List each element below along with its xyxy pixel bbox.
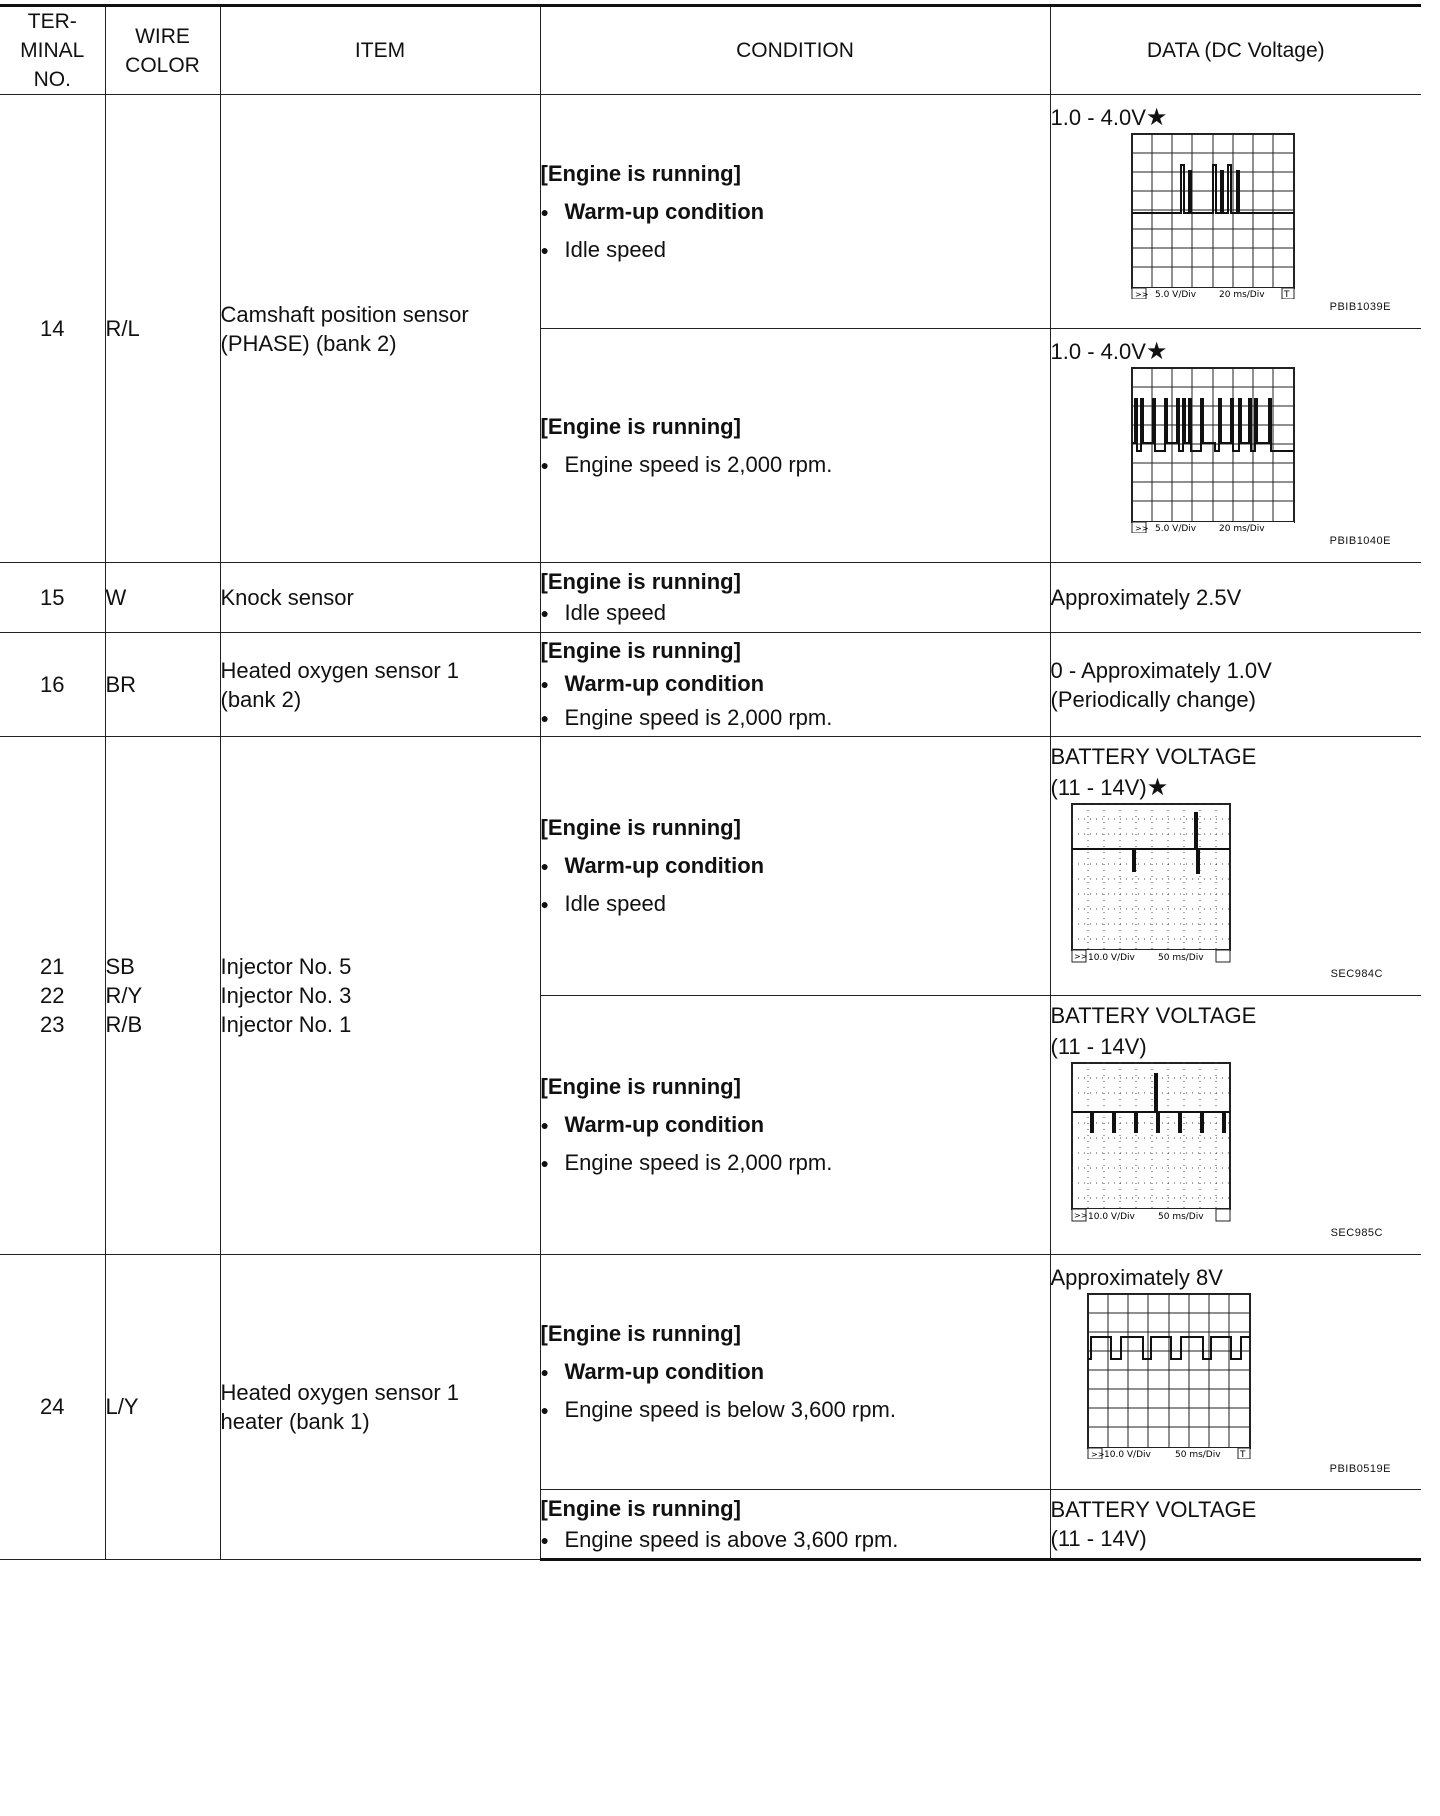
header-wire-line-1: WIRE (135, 24, 190, 48)
header-row (0, 6, 1421, 95)
condition-bullet: ● Warm-up condition (541, 667, 1050, 701)
header-terminal-line-3: NO. (33, 68, 71, 91)
condition-bullet: ● Engine speed is below 3,600 rpm. (541, 1391, 1050, 1429)
condition-heading: [Engine is running] (540, 1321, 741, 1346)
data-line: (Periodically change) (1050, 686, 1256, 712)
header-condition: CONDITION (540, 6, 1050, 95)
svg-text:>>: >> (1090, 1450, 1104, 1459)
scale-volts: 10.0 V/Div (1087, 953, 1135, 963)
item-line: heater (bank 1) (220, 1409, 370, 1434)
item-line: (bank 2) (220, 686, 302, 712)
item-cell (220, 737, 540, 1255)
trigger-mark: T (1239, 1450, 1245, 1459)
wire-line: R/B (105, 1012, 143, 1037)
data-cell (1050, 95, 1421, 329)
scale-volts: 5.0 V/Div (1154, 524, 1196, 533)
terminal-no (0, 737, 105, 1255)
condition-bullet: ● Engine speed is 2,000 rpm. (541, 1144, 1050, 1182)
figure-ref: SEC985C (1330, 1227, 1383, 1239)
oscilloscope-waveform (1131, 367, 1301, 533)
item-cell (220, 633, 540, 737)
data-cell (1050, 996, 1421, 1255)
condition-bullet: ● Warm-up condition (541, 193, 1050, 231)
item-line: Heated oxygen sensor 1 (220, 1380, 459, 1405)
wire-color: L/Y (105, 1255, 220, 1560)
wire-color: W (105, 563, 220, 633)
terminal-no: 15 (0, 563, 105, 633)
condition-bullet: ● Engine speed is 2,000 rpm. (541, 446, 1050, 484)
item-line: Injector No. 3 (220, 983, 352, 1008)
condition-cell (540, 737, 1050, 996)
condition-bullet: ● Engine speed is above 3,600 rpm. (541, 1524, 1050, 1556)
condition-cell (540, 1255, 1050, 1490)
data-label: BATTERY VOLTAGE (1050, 744, 1257, 769)
table-row-16 (0, 633, 1421, 737)
condition-heading: [Engine is running] (540, 413, 741, 439)
wire-line: SB (105, 954, 135, 979)
star-icon: ★ (1145, 338, 1168, 365)
voltage-range: (11 - 14V) (1050, 1034, 1147, 1059)
scale-time: 50 ms/Div (1157, 953, 1204, 963)
terminal-line: 21 (40, 954, 65, 979)
header-terminal-line-2: MINAL (20, 39, 85, 62)
oscilloscope-waveform (1071, 803, 1233, 963)
item-cell (220, 1255, 540, 1560)
data-label: BATTERY VOLTAGE (1050, 1003, 1257, 1028)
oscilloscope-waveform (1131, 133, 1301, 299)
scale-time: 50 ms/Div (1157, 1212, 1204, 1222)
header-terminal-line-1: TER- (27, 10, 77, 33)
header-wire-color (105, 6, 220, 95)
figure-ref: PBIB1040E (1329, 535, 1391, 547)
wire-color: R/L (105, 95, 220, 563)
wire-line: R/Y (105, 983, 143, 1008)
wire-color (105, 737, 220, 1255)
condition-cell (540, 996, 1050, 1255)
svg-text:>>: >> (1073, 1211, 1087, 1220)
condition-heading: [Engine is running] (540, 1074, 741, 1099)
condition-cell (540, 1490, 1050, 1560)
header-data: DATA (DC Voltage) (1050, 6, 1421, 95)
condition-bullet: ● Engine speed is 2,000 rpm. (541, 701, 1050, 735)
terminal-no: 14 (0, 95, 105, 563)
svg-text:>>: >> (1134, 290, 1148, 299)
terminal-no: 24 (0, 1255, 105, 1560)
condition-bullet: ● Idle speed (541, 597, 1050, 629)
voltage-range: (11 - 14V)★ (1050, 774, 1169, 801)
condition-cell (540, 563, 1050, 633)
terminal-no: 16 (0, 633, 105, 737)
voltage-value: Approximately 8V (1050, 1265, 1223, 1290)
scale-time: 20 ms/Div (1218, 524, 1265, 533)
scale-volts: 10.0 V/Div (1103, 1450, 1151, 1459)
condition-heading: [Engine is running] (540, 1495, 741, 1521)
table-row-14a (0, 95, 1421, 329)
svg-text:>>: >> (1134, 524, 1148, 533)
condition-bullet: ● Warm-up condition (541, 1106, 1050, 1144)
figure-ref: PBIB1039E (1329, 301, 1391, 313)
voltage-range: (11 - 14V) (1050, 1526, 1147, 1551)
condition-bullet: ● Warm-up condition (541, 1353, 1050, 1391)
scale-volts: 5.0 V/Div (1154, 290, 1196, 299)
data-cell (1050, 633, 1421, 737)
condition-heading: [Engine is running] (540, 569, 741, 594)
data-cell (1050, 329, 1421, 563)
condition-cell (540, 95, 1050, 329)
data-cell: Approximately 2.5V (1050, 563, 1421, 633)
oscilloscope-waveform (1071, 1062, 1233, 1222)
item-line: Injector No. 1 (220, 1012, 352, 1037)
data-cell (1050, 737, 1421, 996)
terminal-line: 22 (40, 983, 65, 1008)
data-cell (1050, 1490, 1421, 1560)
item-cell (220, 95, 540, 563)
condition-bullet: ● Warm-up condition (541, 847, 1050, 885)
condition-heading: [Engine is running] (540, 638, 741, 663)
star-icon: ★ (1146, 774, 1169, 801)
table-row-24a (0, 1255, 1421, 1490)
data-label: BATTERY VOLTAGE (1050, 1497, 1257, 1522)
ecm-terminal-table (0, 4, 1421, 1561)
item-line: Injector No. 5 (220, 954, 352, 979)
wire-color: BR (105, 633, 220, 737)
header-item: ITEM (220, 6, 540, 95)
item-line: Camshaft position sensor (220, 301, 469, 327)
header-wire-line-2: COLOR (125, 53, 200, 77)
svg-text:>>: >> (1073, 952, 1087, 961)
item-cell: Knock sensor (220, 563, 540, 633)
figure-ref: SEC984C (1330, 968, 1383, 980)
scale-time: 50 ms/Div (1174, 1450, 1221, 1459)
figure-ref: PBIB0519E (1329, 1463, 1391, 1475)
table-row-15 (0, 563, 1421, 633)
item-line: (PHASE) (bank 2) (220, 330, 397, 356)
condition-heading: [Engine is running] (540, 160, 741, 186)
voltage-value: 1.0 - 4.0V★ (1050, 338, 1168, 365)
condition-cell (540, 329, 1050, 563)
condition-cell (540, 633, 1050, 737)
scale-time: 20 ms/Div (1218, 290, 1265, 299)
condition-heading: [Engine is running] (540, 815, 741, 840)
trigger-mark: T (1283, 290, 1289, 299)
data-cell (1050, 1255, 1421, 1490)
scale-volts: 10.0 V/Div (1087, 1212, 1135, 1222)
condition-bullet: ● Idle speed (541, 231, 1050, 269)
item-line: Heated oxygen sensor 1 (220, 657, 459, 683)
terminal-line: 23 (40, 1012, 65, 1037)
condition-bullet: ● Idle speed (541, 885, 1050, 923)
header-terminal (0, 6, 105, 95)
voltage-value: 1.0 - 4.0V★ (1050, 104, 1168, 131)
table-row-21a (0, 737, 1421, 996)
star-icon: ★ (1145, 104, 1168, 131)
oscilloscope-waveform (1087, 1293, 1257, 1459)
data-line: 0 - Approximately 1.0V (1050, 657, 1272, 683)
